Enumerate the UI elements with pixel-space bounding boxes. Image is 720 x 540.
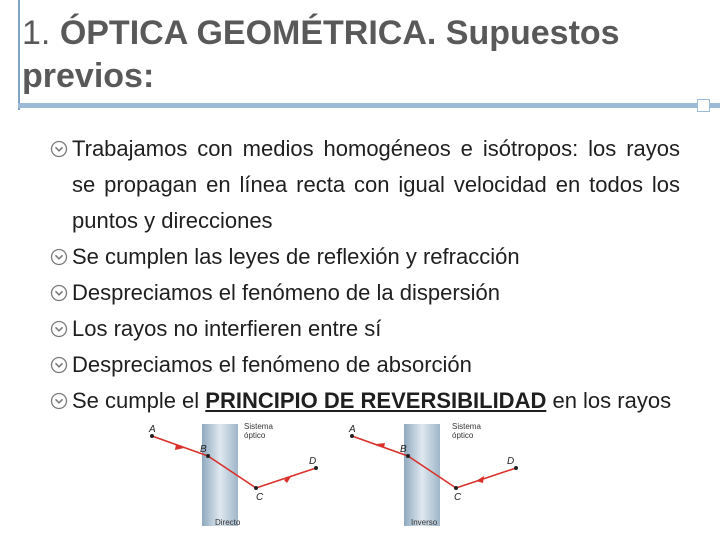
list-item bbox=[44, 131, 680, 239]
system-label-1: Sistema bbox=[244, 422, 273, 431]
bullet-text: Despreciamos el fenómeno de absorción bbox=[72, 352, 472, 377]
system-label-1: Sistema bbox=[452, 422, 481, 431]
circled-chevron-icon bbox=[50, 284, 68, 302]
figure-caption: Directo bbox=[215, 518, 241, 527]
bullet-text: Los rayos no interfieren entre sí bbox=[72, 316, 382, 341]
system-label-2: óptico bbox=[452, 431, 474, 440]
label-b: B bbox=[400, 444, 407, 455]
title-accent-line bbox=[18, 0, 20, 110]
optical-system-slab bbox=[202, 424, 238, 526]
list-item bbox=[44, 275, 680, 311]
title-underline-square bbox=[697, 99, 710, 112]
list-item bbox=[44, 311, 680, 347]
figure-caption: Inverso bbox=[411, 518, 438, 527]
label-d: D bbox=[309, 456, 317, 467]
list-item bbox=[44, 239, 680, 275]
circled-chevron-icon bbox=[50, 140, 68, 158]
principle-emphasis: PRINCIPIO DE REVERSIBILIDAD bbox=[205, 388, 547, 413]
figure-inverse bbox=[344, 416, 526, 528]
ray-arrow bbox=[476, 476, 484, 483]
circled-chevron-icon bbox=[50, 356, 68, 374]
circled-chevron-icon bbox=[50, 320, 68, 338]
bullet-text-before: Se cumple el bbox=[72, 388, 206, 413]
bullet-text-after: en los rayos bbox=[546, 388, 672, 413]
emergent-ray bbox=[256, 468, 316, 488]
title-number: 1. bbox=[22, 14, 51, 52]
point-c bbox=[454, 486, 458, 490]
label-a: A bbox=[149, 424, 156, 435]
bullet-text: Despreciamos el fenómeno de la dispersión bbox=[72, 280, 501, 305]
point-c bbox=[254, 486, 258, 490]
optical-system-slab bbox=[404, 424, 440, 526]
circled-chevron-icon bbox=[50, 248, 68, 266]
bullet-list bbox=[44, 131, 680, 419]
list-item bbox=[44, 383, 680, 419]
page-title bbox=[22, 12, 702, 98]
list-item bbox=[44, 347, 680, 383]
circled-chevron-icon bbox=[50, 392, 68, 410]
title-text: ÓPTICA GEOMÉTRICA. Supuestos previos: bbox=[22, 14, 620, 95]
label-c: C bbox=[256, 492, 264, 503]
figure-direct bbox=[146, 416, 328, 528]
label-d: D bbox=[507, 456, 515, 467]
label-a: A bbox=[349, 424, 356, 435]
title-underline bbox=[18, 103, 720, 108]
label-b: B bbox=[200, 444, 207, 455]
point-d bbox=[514, 466, 518, 470]
incident-ray bbox=[456, 468, 516, 488]
bullet-text: Trabajamos con medios homogéneos e isótropos: los rayos se propagan en línea recta con igual velocidad en todos los puntos y direcciones bbox=[72, 136, 680, 233]
bullet-text: Se cumplen las leyes de reflexión y refracción bbox=[72, 244, 520, 269]
system-label-2: óptico bbox=[244, 431, 266, 440]
label-c: C bbox=[454, 492, 462, 503]
